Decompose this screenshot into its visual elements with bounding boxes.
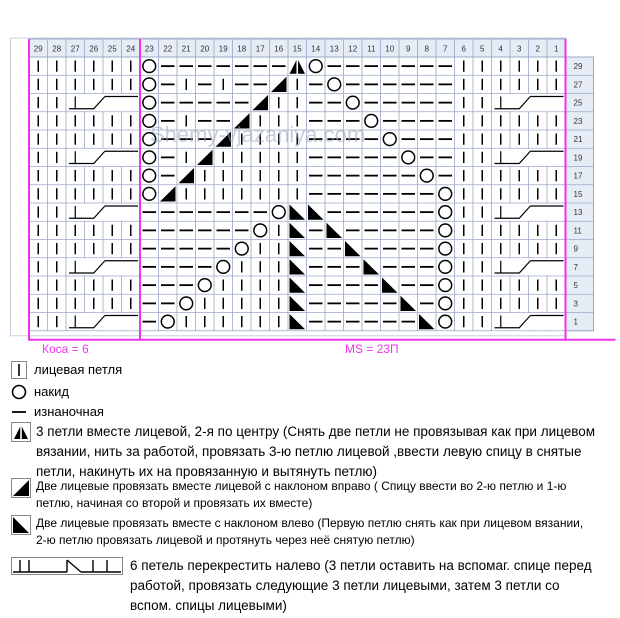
row-number: 27 [573,80,583,90]
yarn-over [180,297,193,310]
yarn-over [143,78,156,91]
legend-item-knit [10,360,122,380]
column-number: 11 [367,44,376,54]
legend-item-yo [10,382,69,402]
column-number: 9 [406,44,411,54]
yarn-over [328,78,341,91]
column-number: 13 [329,44,339,54]
row-number: 15 [573,189,583,199]
knit-stitch-icon [10,360,28,380]
column-number: 29 [33,44,43,54]
row-number: 7 [573,262,578,272]
column-number: 23 [144,44,154,54]
row-number: 23 [573,116,583,126]
column-number: 5 [480,44,485,54]
yarn-over [439,315,452,328]
left-slant-decrease-icon [10,515,32,535]
legend-item-ssk [10,515,610,549]
legend-label-yo: накид [34,384,69,399]
yarn-over [272,206,285,219]
column-number: 27 [70,44,80,54]
column-number: 17 [255,44,265,54]
row-number: 3 [573,299,578,309]
legend-item-purl [10,402,104,422]
yarn-over [439,242,452,255]
yarn-over [143,151,156,164]
column-number: 20 [200,44,210,54]
column-number: 2 [535,44,540,54]
yarn-over [383,133,396,146]
yarn-over [143,187,156,200]
row-number: 25 [573,98,583,108]
right-slant-decrease-icon [10,478,32,498]
row-number: 5 [573,281,578,291]
column-number: 22 [163,44,173,54]
yarn-over [346,96,359,109]
yarn-over [198,279,211,292]
column-number: 19 [218,44,228,54]
row-number: 9 [573,244,578,254]
yarn-over [235,242,248,255]
yarn-over [365,114,378,127]
yarn-over [439,187,452,200]
legend-item-k2tog [10,478,610,512]
cable-cross-icon [10,556,124,576]
column-number: 24 [126,44,136,54]
row-number: 1 [573,317,578,327]
yarn-over [143,96,156,109]
column-number: 6 [461,44,466,54]
column-number: 21 [181,44,191,54]
row-number: 21 [573,135,583,145]
row-number: 19 [573,153,583,163]
yarn-over [420,169,433,182]
yarn-over [143,60,156,73]
column-number: 3 [517,44,522,54]
label-ms: MS = 23П [345,341,399,356]
watermark: Shemy-vjazaniya.com [150,122,366,147]
column-number: 14 [311,44,321,54]
legend-label-knit: лицевая петля [34,362,123,377]
purl-stitch-icon [10,402,28,422]
yarn-over [439,260,452,273]
yarn-over [309,60,322,73]
legend-label-cable: 6 петель перекрестить налево (3 петли оставить на вспомаг. спице перед работой, провязать следующие 3 петли лицевыми, затем 3 петли со вспом. спицы лицевыми) [130,558,592,613]
column-number: 28 [52,44,62,54]
row-number: 17 [573,171,583,181]
column-number: 7 [443,44,448,54]
column-number: 4 [498,44,503,54]
legend-label-k2tog: Две лицевые провязать вместе лицевой с наклоном вправо ( Спицу ввести во 2-ю петлю и 1-ю петлю, начиная со второй и провязать их вместе) [36,479,567,510]
yarn-over [439,206,452,219]
legend-item-cable [10,556,610,616]
column-number: 26 [89,44,99,54]
row-number: 29 [573,62,583,72]
column-number: 16 [274,44,284,54]
row-number: 13 [573,208,583,218]
yarn-over-icon [10,382,28,402]
column-number: 8 [424,44,429,54]
column-number: 12 [348,44,358,54]
row-number: 11 [573,226,582,236]
legend-label-ssk: Две лицевые провязать вместе с наклоном влево (Первую петлю снять как при лицевом вязании, 2-ю петлю провязать лицевой и протянуть через неё снятую петлю) [36,516,584,547]
yarn-over [439,224,452,237]
column-number: 25 [107,44,117,54]
column-number: 18 [237,44,247,54]
column-number: 10 [385,44,395,54]
legend-item-cdd [10,422,610,482]
yarn-over [254,224,267,237]
central-double-decrease-icon [10,422,32,442]
yarn-over [161,315,174,328]
yarn-over [143,169,156,182]
yarn-over [217,260,230,273]
yarn-over [439,297,452,310]
yarn-over [402,151,415,164]
column-number: 15 [292,44,302,54]
legend-label-cdd: 3 петли вместе лицевой, 2-я по центру (Снять две петли не провязывая как при лицевом вязании, нить за работой, провязать 3-ю петлю лицевой ,ввести левую спицу в снятые петли, накинуть их на провязанную и вытянуть петлю) [36,424,596,479]
legend-label-purl: изнаночная [34,404,104,419]
yarn-over [439,279,452,292]
column-number: 1 [554,44,559,54]
label-kosa: Коса = 6 [42,341,89,356]
